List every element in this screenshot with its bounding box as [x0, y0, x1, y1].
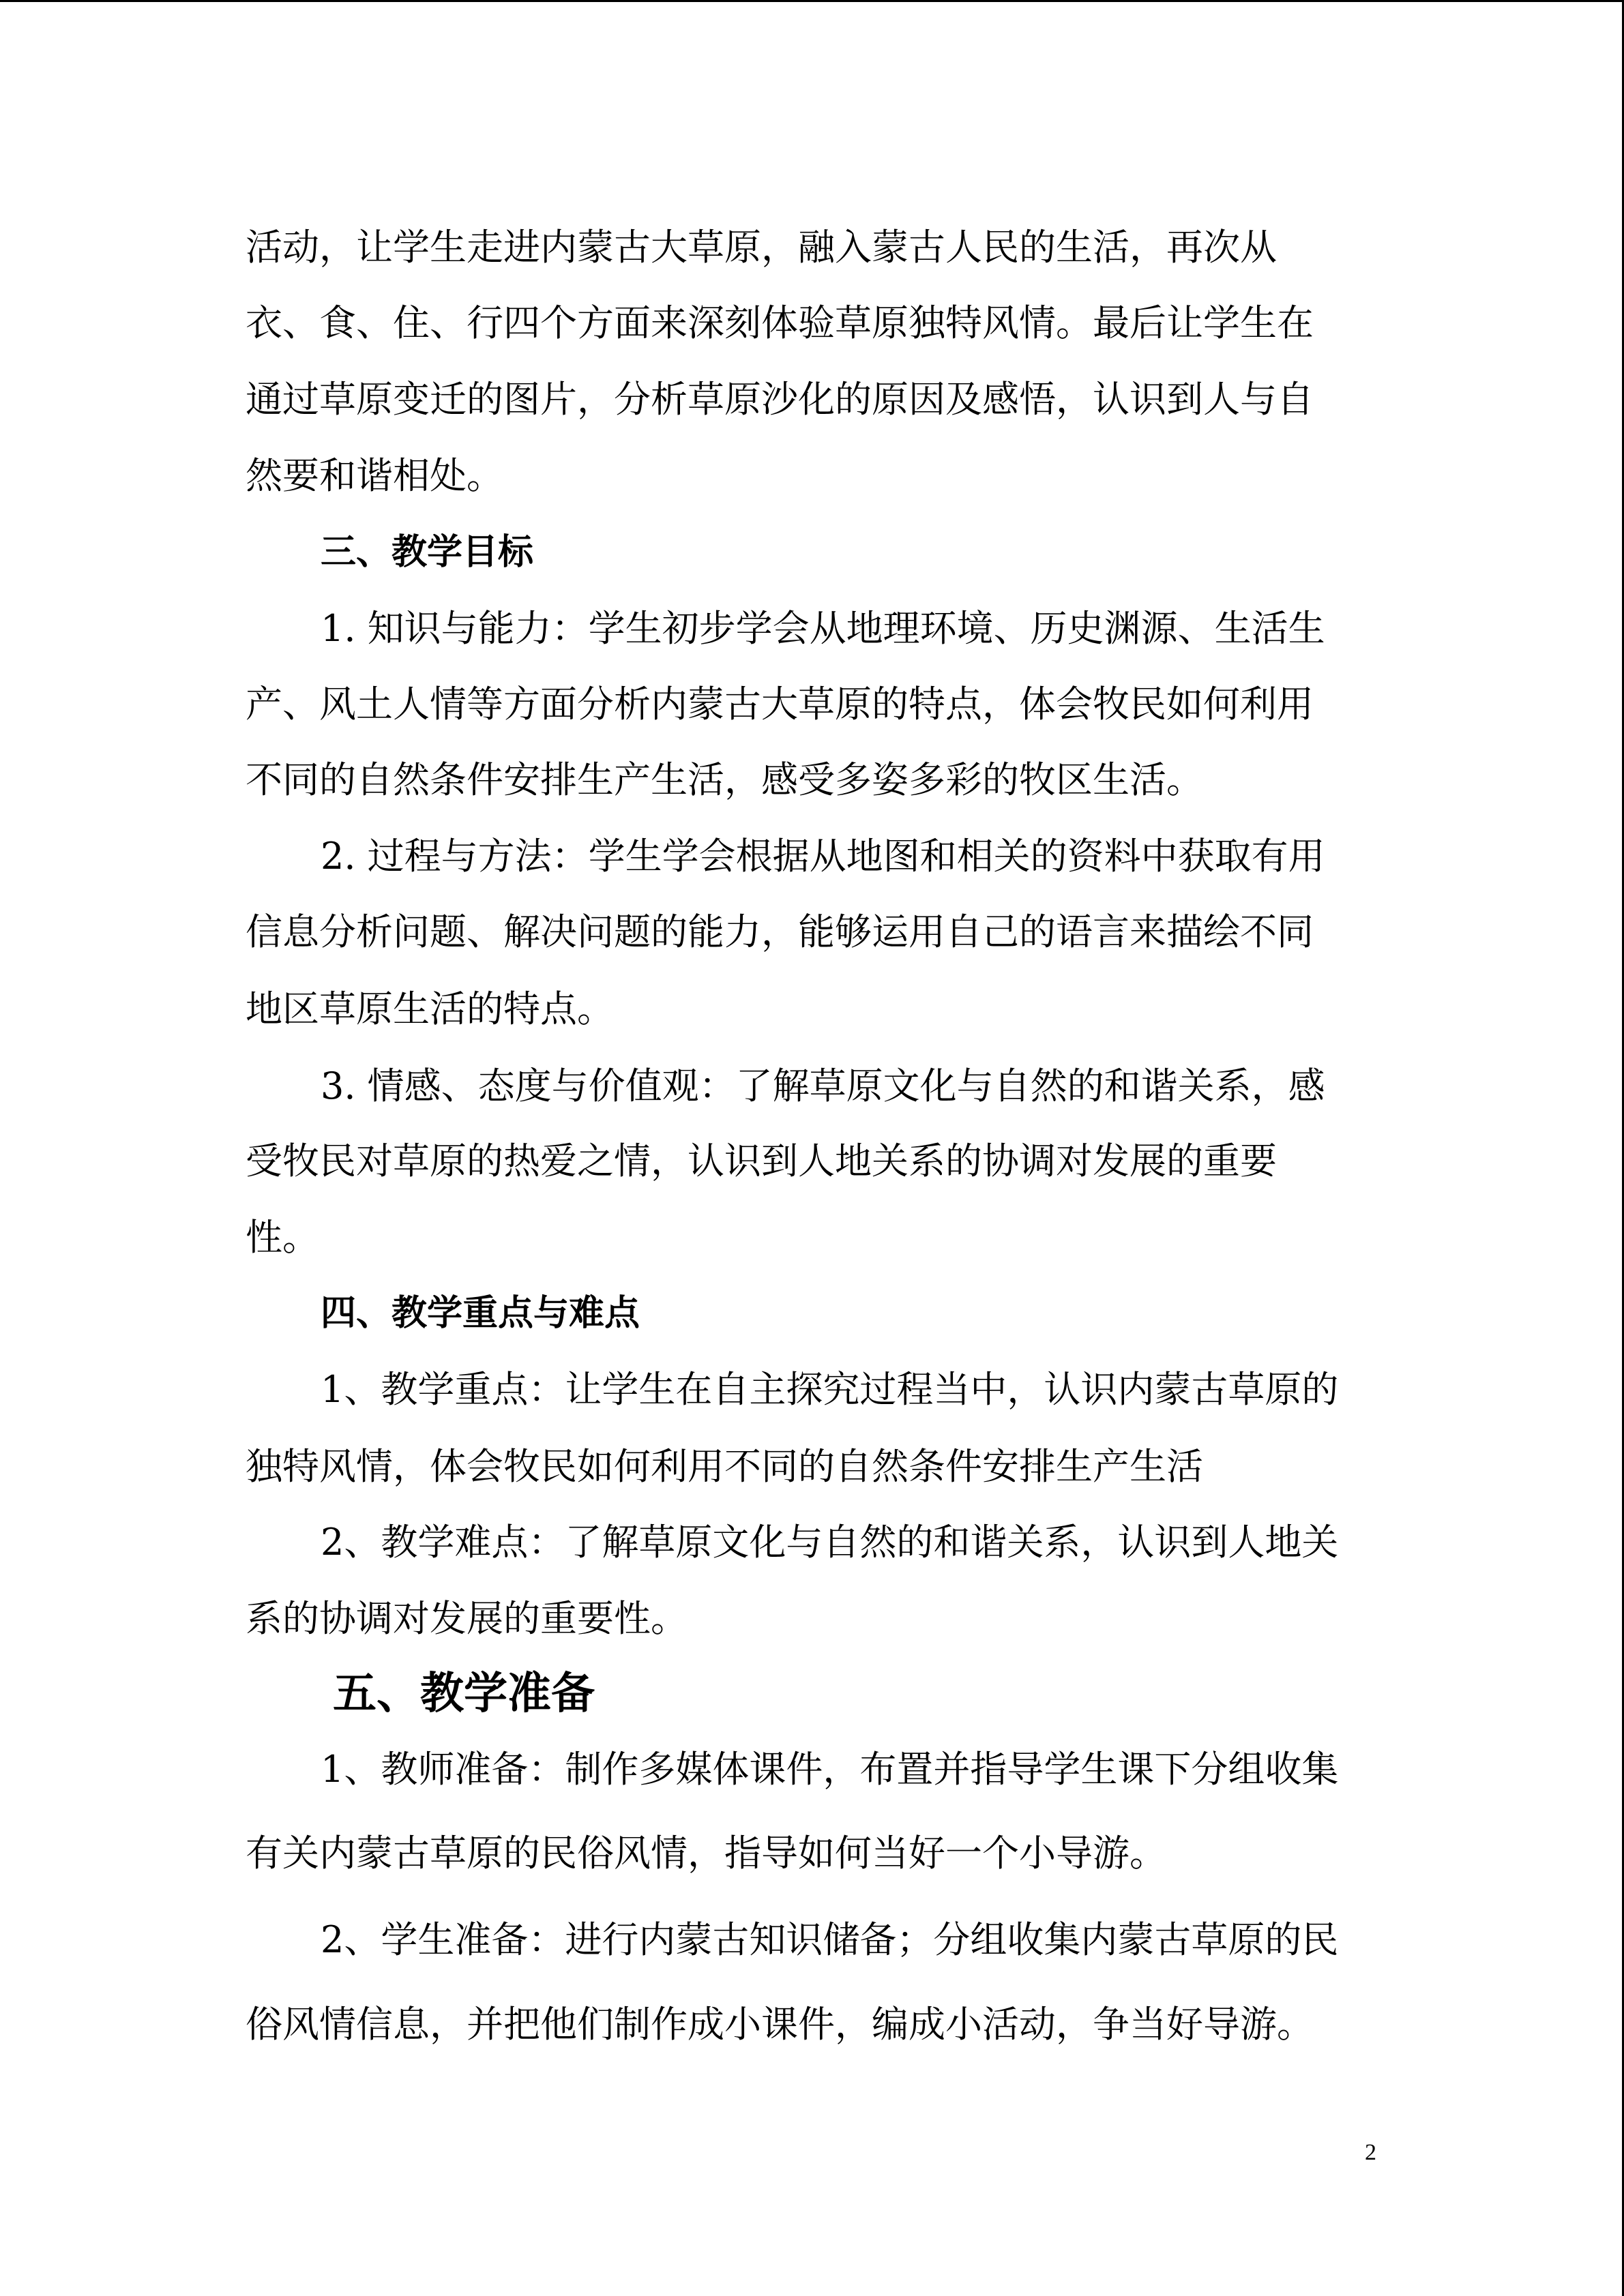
goal2-line-3: 地区草原生活的特点。	[246, 987, 614, 1030]
key-point-line-2: 独特风情，体会牧民如何利用不同的自然条件安排生产生活	[246, 1445, 1203, 1488]
intro-line-4: 然要和谐相处。	[246, 454, 503, 497]
intro-line-3: 通过草原变迁的图片，分析草原沙化的原因及感悟，认识到人与自	[246, 378, 1314, 421]
goal3-line-3: 性。	[246, 1216, 319, 1259]
student-prep-line-2: 俗风情信息，并把他们制作成小课件，编成小活动，争当好导游。	[246, 2003, 1314, 2046]
page-number: 2	[1365, 2140, 1376, 2165]
difficulty-line-2: 系的协调对发展的重要性。	[246, 1597, 688, 1640]
intro-line-2: 衣、食、住、行四个方面来深刻体验草原独特风情。最后让学生在	[246, 301, 1314, 344]
goal3-line-1: 3. 情感、态度与价值观：了解草原文化与自然的和谐关系，感	[321, 1064, 1325, 1107]
goal3-line-2: 受牧民对草原的热爱之情，认识到人地关系的协调对发展的重要	[246, 1139, 1277, 1182]
goal1-line-1: 1. 知识与能力：学生初步学会从地理环境、历史渊源、生活生	[321, 607, 1325, 650]
goal2-line-1: 2. 过程与方法：学生学会根据从地图和相关的资料中获取有用	[321, 835, 1325, 878]
goal2-line-2: 信息分析问题、解决问题的能力，能够运用自己的语言来描绘不同	[246, 910, 1314, 953]
section-title-key-points: 四、教学重点与难点	[321, 1293, 640, 1334]
teacher-prep-line-1: 1、教师准备：制作多媒体课件，布置并指导学生课下分组收集	[321, 1748, 1339, 1791]
goal1-line-2: 产、风土人情等方面分析内蒙古大草原的特点，体会牧民如何利用	[246, 683, 1314, 726]
teacher-prep-line-2: 有关内蒙古草原的民俗风情，指导如何当好一个小导游。	[246, 1832, 1166, 1875]
student-prep-line-1: 2、学生准备：进行内蒙古知识储备；分组收集内蒙古草原的民	[321, 1918, 1339, 1961]
key-point-line-1: 1、教学重点：让学生在自主探究过程当中，认识内蒙古草原的	[321, 1368, 1339, 1411]
goal1-line-3: 不同的自然条件安排生产生活，感受多姿多彩的牧区生活。	[246, 758, 1203, 801]
section-title-preparation: 五、教学准备	[333, 1669, 595, 1719]
intro-line-1: 活动，让学生走进内蒙古大草原，融入蒙古人民的生活，再次从	[246, 226, 1277, 269]
section-title-teaching-goals: 三、教学目标	[321, 532, 534, 573]
difficulty-line-1: 2、教学难点：了解草原文化与自然的和谐关系，认识到人地关	[321, 1521, 1339, 1564]
